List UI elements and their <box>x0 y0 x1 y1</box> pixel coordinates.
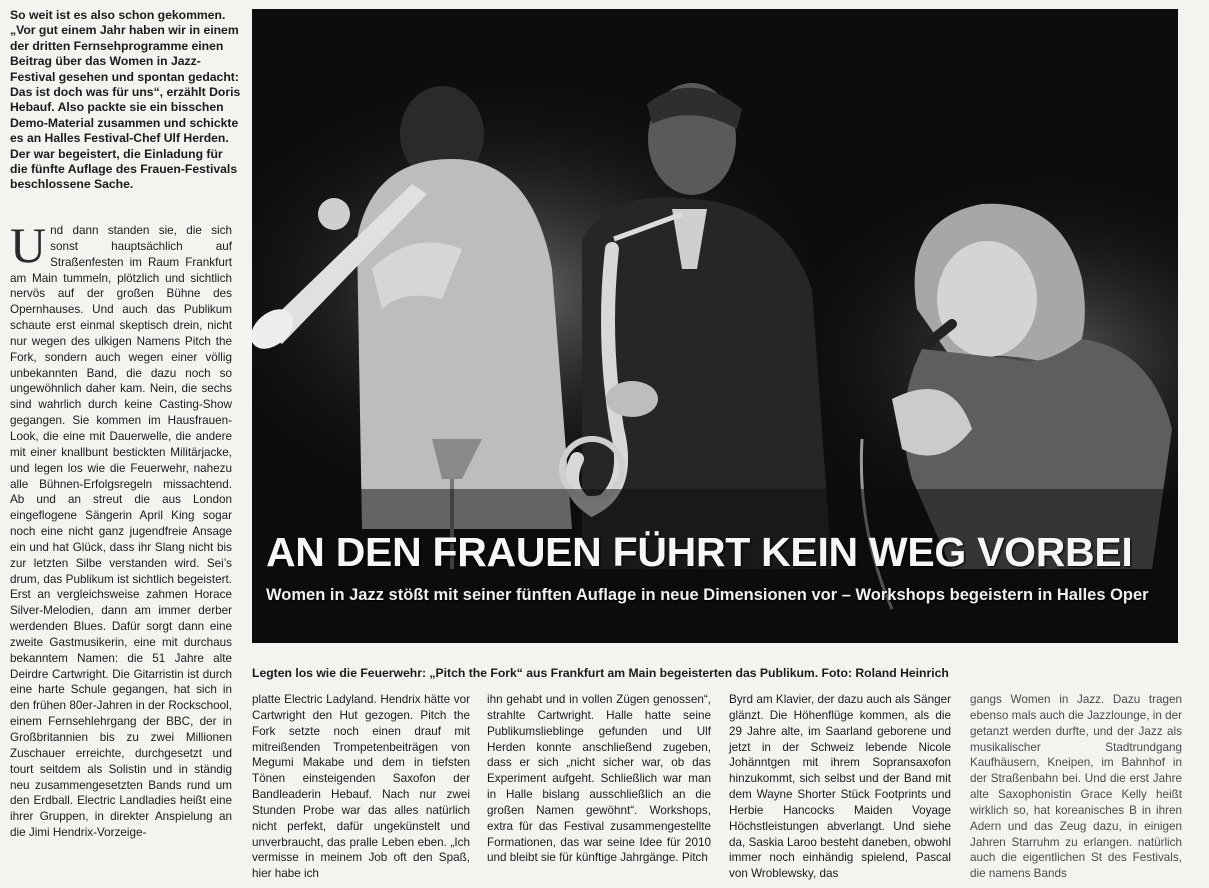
headline: AN DEN FRAUEN FÜHRT KEIN WEG VORBEI <box>266 529 1133 575</box>
article-column-4: Byrd am Klavier, der dazu auch als Sänger glänzt. Die Höhenflüge kommen, als die 29 Jahre alte, im Saarland geborene und jetzt in der Schweiz lebende Nicole Johänntgen mit ihrem Sopransaxofon hinzukommt, sich selbst und der Band mit dem Wayne Shorter Stück Footprints und Herbie Hancocks Maiden Voyage Höchstleistungen abverlangt. Und siehe da, Saskia Laroo besteht daneben, obwohl immer noch einhändig spielend, Pascal von Wroblewsky, das <box>729 693 951 881</box>
subheadline: Women in Jazz stößt mit seiner fünften Auflage in neue Dimensionen vor – Workshops begeistern in Halles Oper <box>266 586 1149 604</box>
concert-photo <box>252 9 1178 643</box>
article-column-2: platte Electric Ladyland. Hendrix hätte vor Cartwright den Hut gezogen. Pitch the Fork setzte noch einen drauf mit mitreißenden Trompetenbeiträgen von Megumi Makabe und dem in tiefsten Tönen einsteigenden Saxofon der Bandleaderin Hebauf. Nach nur zwei Stunden Probe war das alles natürlich nicht perfekt, dafür ungekünstelt und unverbraucht, das pralle Leben eben. „Ich vermisse in meinem Job oft den Spaß, hier habe ich <box>252 693 470 881</box>
article-column-5: gangs Women in Jazz. Dazu tragen ebenso mals auch die Jazzlounge, in der getanzt werden durfte, und der Jazz als musikalischer Stadtrundgang Kaufhäusern, Kneipen, im Bahnhof in der Straßenbahn bei. Und die erst Jahre alte Saxophonistin Grace Kelly heißt wirklich so, hat koreanisches B in ihren Adern und das Zeug dazu, in einigen Jahren Starruhm zu erlangen. natürlich auch die eigentlichen St des Festivals, die namens Bands <box>970 693 1182 881</box>
article-lead: So weit ist es also schon gekommen. „Vor gut einem Jahr haben wir in einem der dritten Fernsehprogramme einen Beitrag über das Women in Jazz-Festival gesehen und spontan gedacht: Das ist doch was für uns“, erzählt Doris Hebauf. Also packte sie ein bisschen Demo-Material zusammen und schickte es an Halles Festival-Chef Ulf Herden. Der war begeistert, die Einladung für die fünfte Auflage des Frauen-Festivals beschlossene Sache. <box>10 8 241 192</box>
column-1-text: nd dann standen sie, die sich sonst hauptsächlich auf Straßenfesten im Raum Frankfurt am Main tummeln, plötzlich und sichtlich nervös auf der großen Bühne des Opernhauses. Und auch das Publikum schaute erst einmal skeptisch drein, nicht nur wegen des ulkigen Namens Pitch the Fork, sondern auch wegen einer völlig unbekannten Band, die dazu noch so ungewöhnlich daher kam. Nein, die sechs sind wahrlich durch keine Casting-Show gegangen. Sie kommen im Hausfrauen-Look, die eine mit Dauerwelle, die andere mit einer knallbunt bestickten Militärjacke, und legen los wie die Feuerwehr, nahezu alle Bühnen-Erfolgsregeln missachtend. Ab und an streut die aus London eingeflogene Sängerin April King sogar noch eine nicht ganz jugendfreie Ansage ein und hat Glück, dass ihr Slang nicht bis zur letzten Silbe verstanden wird. Sei’s drum, das Publikum ist sichtlich begeistert. Erst an vergleichsweise zahmen Horace Silver-Melodien, dann am immer derber werdenden Blues. Dafür sorgt dann eine zweite Gastmusikerin, eine mit durchaus bekanntem Namen: die 51 Jahre alte Deirdre Cartwright. Die Gitarristin ist durch eine harte Schule gegangen, hat sich in den frühen 80er-Jahren in der Rockschool, einem Fernsehlehrgang der BBC, der in Großbritannien bis zu zwei Millionen Zuschauer erreichte, durchgesetzt und tourt seitdem als Solistin und in ständig neu zusammengesetzten Bands rund um den Erdball. Electric Landladies heißt eine ihrer Gruppen, in direkter Anspielung an die Jimi Hendrix-Vorzeige- <box>10 224 232 840</box>
article-column-1 <box>10 217 232 841</box>
article-column-3: ihn gehabt und in vollen Zügen genossen“, strahlte Cartwright. Halle hatte seine Publikumslieblinge gefunden und Ulf Herden konnte anschließend zugeben, dass er sich „nicht sicher war, ob das Experiment aufgeht. Schließlich war man in Halle bislang ausschließlich an die großen Namen gewöhnt“. Workshops, extra für das Festival zusammengestellte Formationen, das war seine Idee für 2010 und bleibt sie für künftige Jahrgänge. Pitch <box>487 693 711 865</box>
photo-caption: Legten los wie die Feuerwehr: „Pitch the Fork“ aus Frankfurt am Main begeisterten das Publikum. Foto: Roland Heinrich <box>252 666 949 680</box>
drop-cap: U <box>10 217 47 273</box>
